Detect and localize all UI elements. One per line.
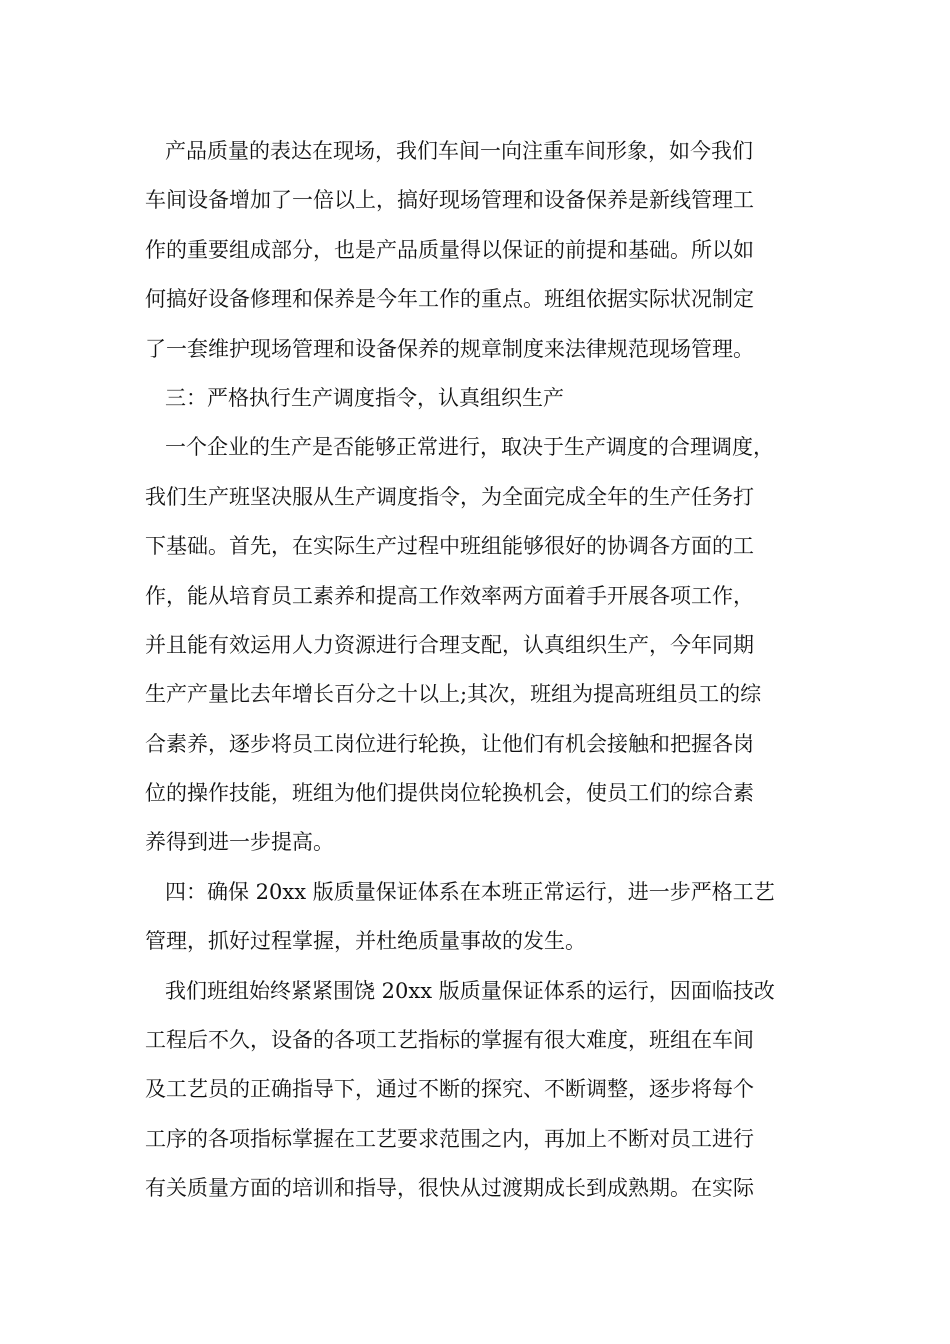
paragraph-line: 作，能从培育员工素养和提高工作效率两方面着手开展各项工作， bbox=[145, 583, 754, 608]
section-heading: 四：确保 20xx 版质量保证体系在本班正常运行，进一步严格工艺 bbox=[165, 879, 775, 904]
paragraph-line: 养得到进一步提高。 bbox=[145, 830, 334, 855]
paragraph-line: 并且能有效运用人力资源进行合理支配，认真组织生产，今年同期 bbox=[145, 632, 754, 657]
paragraph-line: 了一套维护现场管理和设备保养的规章制度来法律规范现场管理。 bbox=[145, 336, 754, 361]
paragraph-line: 何搞好设备修理和保养是今年工作的重点。班组依据实际状况制定 bbox=[145, 287, 754, 312]
paragraph-line: 作的重要组成部分，也是产品质量得以保证的前提和基础。所以如 bbox=[145, 237, 754, 262]
paragraph-line: 车间设备增加了一倍以上，搞好现场管理和设备保养是新线管理工 bbox=[145, 188, 754, 213]
paragraph-line: 产品质量的表达在现场，我们车间一向注重车间形象，如今我们 bbox=[165, 139, 753, 163]
paragraph-line: 有关质量方面的培训和指导，很快从过渡期成长到成熟期。在实际 bbox=[145, 1176, 754, 1201]
paragraph-line: 合素养，逐步将员工岗位进行轮换，让他们有机会接触和把握各岗 bbox=[145, 731, 754, 756]
paragraph-line: 我们生产班坚决服从生产调度指令，为全面完成全年的生产任务打 bbox=[145, 484, 754, 509]
paragraph-line: 生产产量比去年增长百分之十以上;其次，班组为提高班组员工的综 bbox=[145, 682, 762, 707]
document-body bbox=[145, 127, 835, 1214]
section-heading-continued: 管理，抓好过程掌握，并杜绝质量事故的发生。 bbox=[145, 929, 586, 954]
paragraph-line: 我们班组始终紧紧围饶 20xx 版质量保证体系的运行，因面临技改 bbox=[165, 978, 775, 1003]
paragraph-line: 及工艺员的正确指导下，通过不断的探究、不断调整，逐步将每个 bbox=[145, 1077, 754, 1102]
section-heading: 三：严格执行生产调度指令，认真组织生产 bbox=[165, 385, 564, 410]
paragraph-line: 工程后不久，设备的各项工艺指标的掌握有很大难度，班组在车间 bbox=[145, 1028, 754, 1053]
paragraph-line: 一个企业的生产是否能够正常进行，取决于生产调度的合理调度， bbox=[165, 435, 774, 460]
paragraph-line: 工序的各项指标掌握在工艺要求范围之内，再加上不断对员工进行 bbox=[145, 1126, 754, 1151]
paragraph-line: 位的操作技能，班组为他们提供岗位轮换机会，使员工们的综合素 bbox=[145, 781, 754, 806]
paragraph-line: 下基础。首先，在实际生产过程中班组能够很好的协调各方面的工 bbox=[145, 534, 754, 559]
